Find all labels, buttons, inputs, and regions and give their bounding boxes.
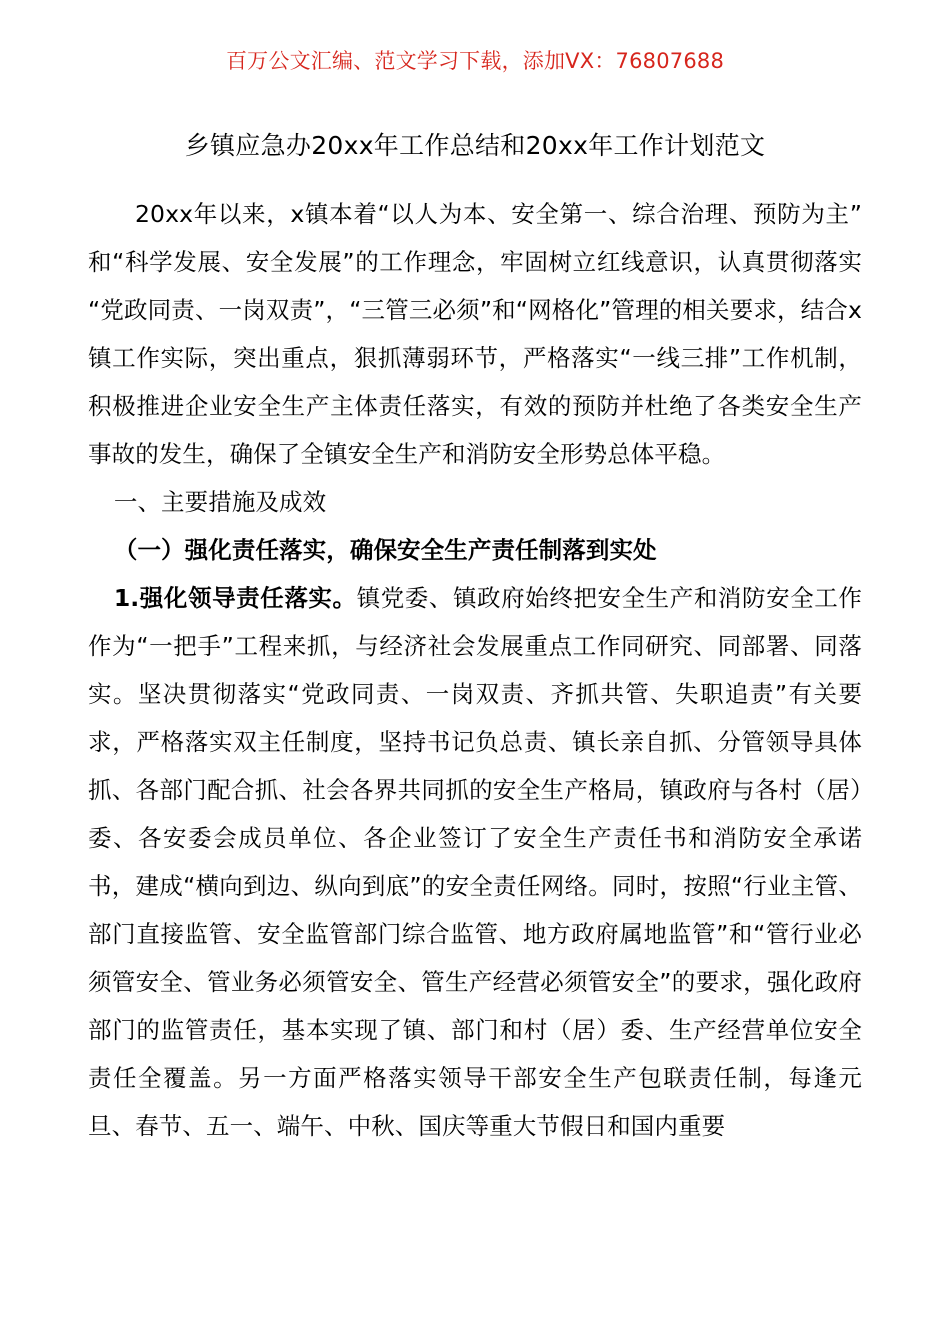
document-body bbox=[88, 190, 862, 1150]
numbered-item-1-lead: 1.强化领导责任落实。 bbox=[113, 584, 357, 612]
section-heading-level-2: （一）强化责任落实，确保安全生产责任制落到实处 bbox=[113, 536, 657, 564]
promo-banner-text: 百万公文汇编、范文学习下载，添加VX：76807688 bbox=[225, 49, 725, 73]
page-title: 乡镇应急办20xx年工作总结和20xx年工作计划范文 bbox=[184, 131, 766, 160]
section-heading-level-1: 一、主要措施及成效 bbox=[113, 488, 327, 516]
numbered-item-1-body: 镇党委、镇政府始终把安全生产和消防安全工作作为“一把手”工程来抓，与经济社会发展重点工作同研究、同部署、同落实。坚决贯彻落实“党政同责、一岗双责、齐抓共管、失职追责”有关要求，严格落实双主任制度，坚持书记负总责、镇长亲自抓、分管领导具体抓、各部门配合抓、社会各界共同抓的安全生产格局，镇政府与各村（居）委、各安委会成员单位、各企业签订了安全生产责任书和消防安全承诺书，建成“横向到边、纵向到底”的安全责任网络。同时，按照“行业主管、部门直接监管、安全监管部门综合监管、地方政府属地监管”和“管行业必须管安全、管业务必须管安全、管生产经营必须管安全”的要求，强化政府部门的监管责任，基本实现了镇、部门和村（居）委、生产经营单位安全责任全覆盖。另一方面严格落实领导干部安全生产包联责任制，每逢元旦、春节、五一、端午、中秋、国庆等重大节假日和国内重要 bbox=[88, 584, 862, 1140]
numbered-item-1 bbox=[88, 574, 862, 1150]
opening-paragraph: 20xx年以来，x镇本着“以人为本、安全第一、综合治理、预防为主”和“科学发展、安全发展”的工作理念，牢固树立红线意识，认真贯彻落实“党政同责、一岗双责”，“三管三必须”和“网格化”管理的相关要求，结合x镇工作实际，突出重点，狠抓薄弱环节，严格落实“一线三排”工作机制，积极推进企业安全生产主体责任落实，有效的预防并杜绝了各类安全生产事故的发生，确保了全镇安全生产和消防安全形势总体平稳。 bbox=[88, 200, 862, 468]
